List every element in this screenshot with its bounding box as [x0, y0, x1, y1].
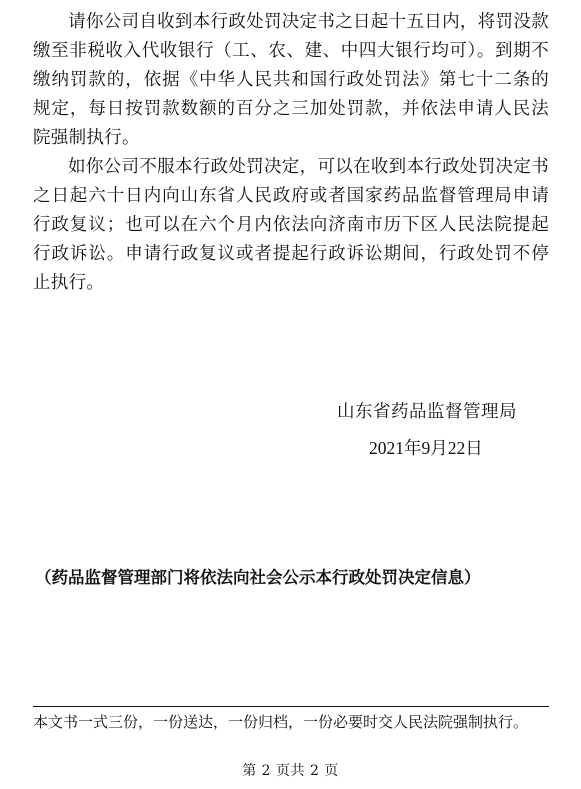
issuing-authority: 山东省药品监督管理局: [337, 402, 517, 422]
paragraph-appeal-rights: 如你公司不服本行政处罚决定，可以在收到本行政处罚决定书之日起六十日内向山东省人民政府或者国家药品监督管理局申请行政复议；也可以在六个月内依法向济南市历下区人民法院提起行政诉讼。申请行政复议或者提起行政诉讼期间，行政处罚不停止执行。: [33, 157, 549, 293]
document-body: [33, 8, 549, 298]
page-number: 第 2 页共 2 页: [242, 763, 339, 779]
paragraph-payment-terms: 请你公司自收到本行政处罚决定书之日起十五日内，将罚没款缴至非税收入代收银行（工、农、建、中四大银行均可）。到期不缴纳罚款的，依据《中华人民共和国行政处罚法》第七十二条的规定，每日按罚款数额的百分之三加处罚款，并依法申请人民法院强制执行。: [33, 12, 549, 148]
public-disclosure-notice: （药品监督管理部门将依法向社会公示本行政处罚决定信息）: [35, 568, 481, 587]
footnote: 本文书一式三份，一份送达，一份归档，一份必要时交人民法院强制执行。: [33, 713, 529, 731]
issue-date: 2021年9月22日: [369, 438, 483, 458]
footnote-divider: [33, 706, 549, 707]
